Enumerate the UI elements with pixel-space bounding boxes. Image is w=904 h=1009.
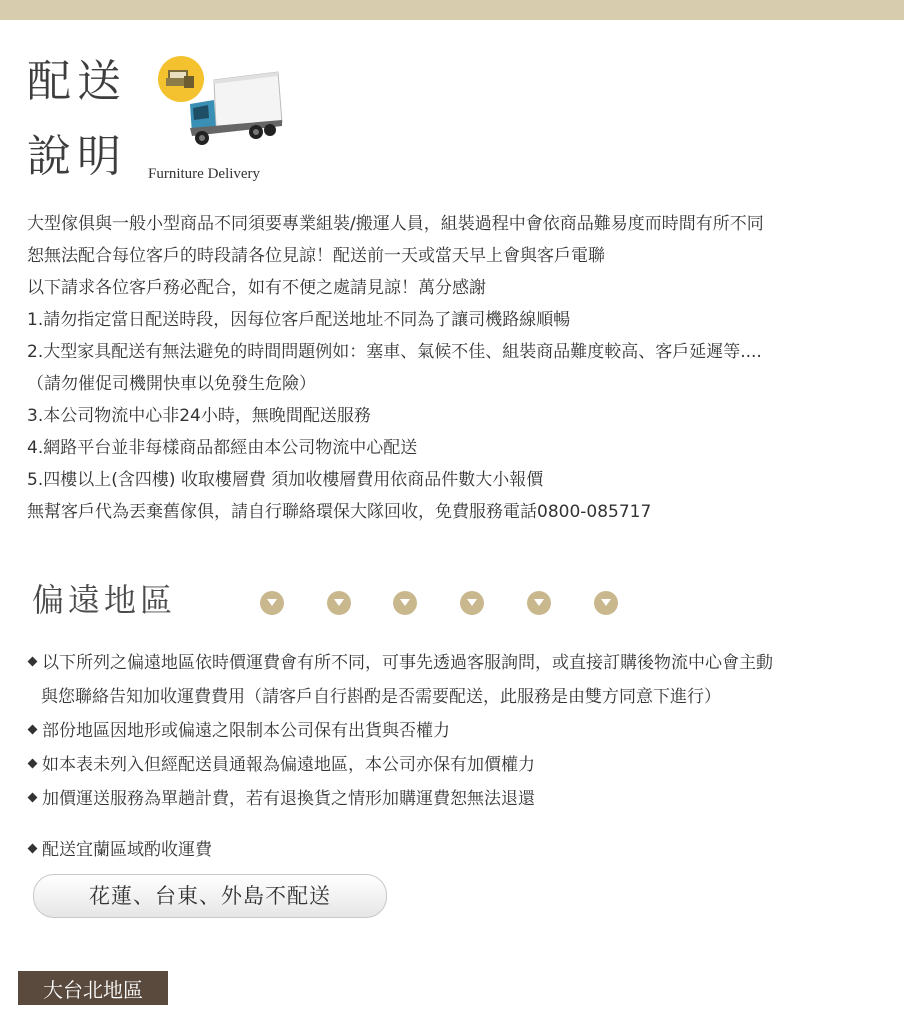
truck-icon <box>186 70 286 156</box>
no-delivery-badge: 花蓮、台東、外島不配送 <box>33 874 387 918</box>
remote-area-title: 偏遠地區 <box>32 581 177 619</box>
intro-line: 3.本公司物流中心非24小時，無晚間配送服務 <box>27 406 371 426</box>
yilan-note: 配送宜蘭區域酌收運費 <box>27 833 212 867</box>
intro-line: （請勿催促司機開快車以免發生危險） <box>27 374 316 394</box>
list-item-continuation: 與您聯絡告知加收運費費用（請客戶自行斟酌是否需要配送，此服務是由雙方同意下進行） <box>41 687 721 707</box>
top-decor-bar <box>0 0 904 20</box>
remote-area-notes <box>27 646 897 816</box>
intro-line: 恕無法配合每位客戶的時段請各位見諒！配送前一天或當天早上會與客戶電聯 <box>27 246 605 266</box>
page-title-line1: 配送 <box>27 56 127 107</box>
diamond-bullet-icon <box>28 725 38 735</box>
chevron-down-icon <box>594 591 618 615</box>
diamond-bullet-icon <box>28 759 38 769</box>
page-title-line2: 說明 <box>27 131 127 182</box>
chevron-down-icon <box>460 591 484 615</box>
intro-line: 無幫客戶代為丟棄舊傢俱，請自行聯絡環保大隊回收，免費服務電話0800-085717 <box>27 502 652 522</box>
diamond-bullet-icon <box>28 657 38 667</box>
list-item: 如本表未列入但經配送員通報為偏遠地區，本公司亦保有加價權力 <box>27 748 897 782</box>
intro-line: 5.四樓以上(含四樓) 收取樓層費 須加收樓層費用依商品件數大小報價 <box>27 470 544 490</box>
diamond-bullet-icon <box>28 844 38 854</box>
intro-line: 2.大型家具配送有無法避免的時間問題例如：塞車、氣候不佳、組裝商品難度較高、客戶延遲等.... <box>27 342 762 362</box>
list-item: 以下所列之偏遠地區依時價運費會有所不同，可事先透過客服詢問，或直接訂購後物流中心會主動 <box>27 646 897 680</box>
list-item: 部份地區因地形或偏遠之限制本公司保有出貨與否權力 <box>27 714 897 748</box>
chevron-down-icon <box>393 591 417 615</box>
chevron-down-icon <box>527 591 551 615</box>
page-subtitle: Furniture Delivery <box>148 166 261 182</box>
chevron-down-icon <box>327 591 351 615</box>
delivery-intro <box>27 208 887 528</box>
list-item: 加價運送服務為單趟計費，若有退換貨之情形加購運費恕無法退還 <box>27 782 897 816</box>
diamond-bullet-icon <box>28 793 38 803</box>
intro-line: 大型傢俱與一般小型商品不同須要專業組裝/搬運人員，組裝過程中會依商品難易度而時間有所不同 <box>27 214 764 234</box>
tab-greater-taipei[interactable]: 大台北地區 <box>18 971 168 1005</box>
chevron-down-icon <box>260 591 284 615</box>
intro-line: 以下請求各位客戶務必配合，如有不便之處請見諒！萬分感謝 <box>27 278 486 298</box>
intro-line: 1.請勿指定當日配送時段，因每位客戶配送地址不同為了讓司機路線順暢 <box>27 310 571 330</box>
intro-line: 4.網路平台並非每樣商品都經由本公司物流中心配送 <box>27 438 418 458</box>
